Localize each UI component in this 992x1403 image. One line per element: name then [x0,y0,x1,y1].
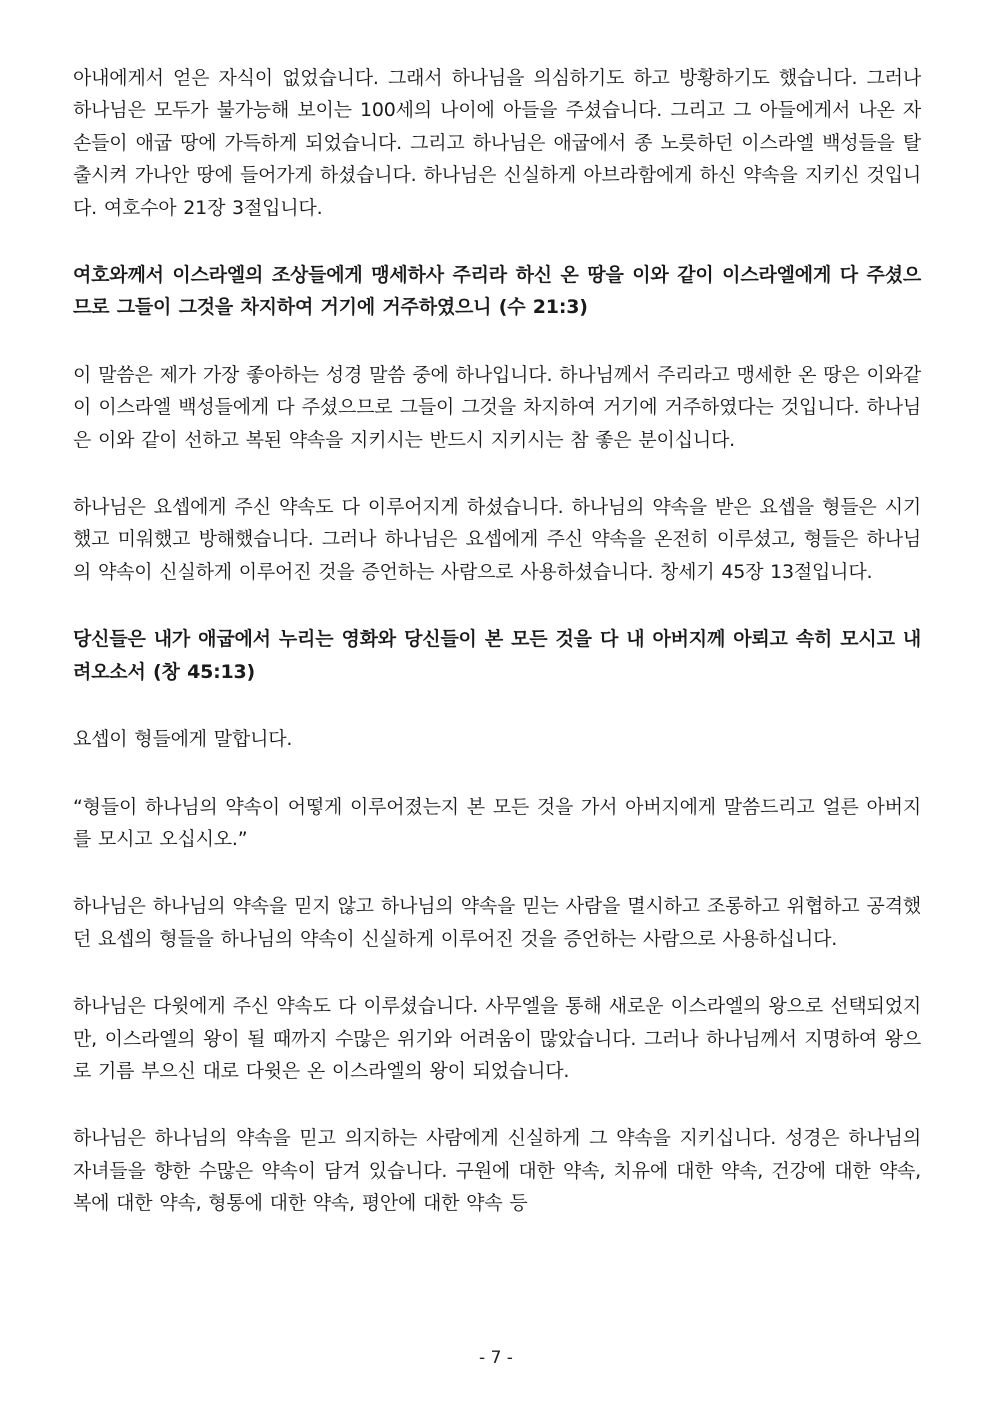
paragraph-david-promise: 하나님은 다윗에게 주신 약속도 다 이루셨습니다. 사무엘을 통해 새로운 이스라엘의 왕으로 선택되었지만, 이스라엘의 왕이 될 때까지 수많은 위기와 어려움이 많았습니다. 그러나 하나님께서 지명하여 왕으로 기름 부으신 대로 다윗은 온 이스라엘의 왕이 되었습니다. [73,995,921,1082]
paragraph-abraham-promise: 아내에게서 얻은 자식이 없었습니다. 그래서 하나님을 의심하기도 하고 방황하기도 했습니다. 그러나 하나님은 모두가 불가능해 보이는 100세의 나이에 아들을 주셨습니다. 그리고 그 아들에게서 나온 자손들이 애굽 땅에 가득하게 되었습니다. 그리고 하나님은 애굽에서 종 노릇하던 이스라엘 백성들을 탈출시켜 가나안 땅에 들어가게 하셨습니다. 하나님은 신실하게 아브라함에게 하신 약속을 지키신 것입니다. 여호수아 21장 3절입니다. [73,67,921,219]
paragraph-favorite-verse: 이 말씀은 제가 가장 좋아하는 성경 말씀 중에 하나입니다. 하나님께서 주리라고 맹세한 온 땅은 이와같이 이스라엘 백성들에게 다 주셨으므로 그들이 그것을 차지하여 거기에 거주하였다는 것입니다. 하나님은 이와 같이 선하고 복된 약속을 지키시는 반드시 지키시는 참 좋은 분이십니다. [73,363,921,451]
document-body [73,62,921,1255]
paragraph-joseph-quote: “형들이 하나님의 약속이 어떻게 이루어졌는지 본 모든 것을 가서 아버지에게 말씀드리고 얼른 아버지를 모시고 오십시오.” [73,795,921,850]
page-number: - 7 - [479,1348,513,1368]
paragraph-joseph-speaks: 요셉이 형들에게 말합니다. [73,728,293,751]
paragraph-promises-list: 하나님은 하나님의 약속을 믿고 의지하는 사람에게 신실하게 그 약속을 지키십니다. 성경은 하나님의 자녀들을 향한 수많은 약속이 담겨 있습니다. 구원에 대한 약속, 치유에 대한 약속, 건강에 대한 약속, 복에 대한 약속, 형통에 대한 약속, 평안에 대한 약속 등 [73,1127,921,1215]
verse-genesis-45-13: 당신들은 내가 애굽에서 누리는 영화와 당신들이 본 모든 것을 다 내 아버지께 아뢰고 속히 모시고 내려오소서 (창 45:13) [73,628,921,683]
verse-joshua-21-3: 여호와께서 이스라엘의 조상들에게 맹세하사 주리라 하신 온 땅을 이와 같이 이스라엘에게 다 주셨으므로 그들이 그것을 차지하여 거기에 거주하였으니 (수 21:3) [73,264,921,319]
paragraph-brothers-witness: 하나님은 하나님의 약속을 믿지 않고 하나님의 약속을 믿는 사람을 멸시하고 조롱하고 위협하고 공격했던 요셉의 형들을 하나님의 약속이 신실하게 이루어진 것을 증언하는 사람으로 사용하십니다. [73,895,921,950]
paragraph-joseph-promise: 하나님은 요셉에게 주신 약속도 다 이루어지게 하셨습니다. 하나님의 약속을 받은 요셉을 형들은 시기했고 미워했고 방해했습니다. 그러나 하나님은 요셉에게 주신 약속을 온전히 이루셨고, 형들은 하나님의 약속이 신실하게 이루어진 것을 증언하는 사람으로 사용하셨습니다. 창세기 45장 13절입니다. [73,496,921,583]
